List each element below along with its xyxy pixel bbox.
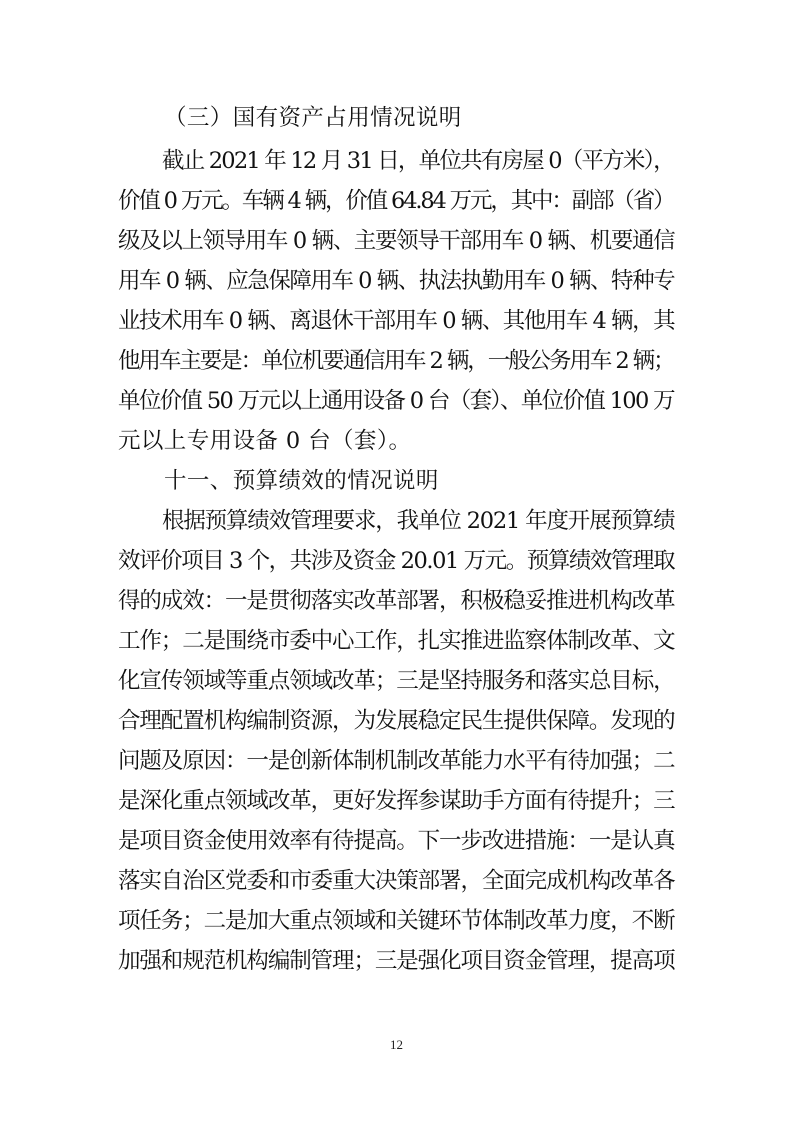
paragraph-line: 级及以上领导用车 0 辆、主要领导干部用车 0 辆、机要通信	[118, 228, 675, 254]
paragraph-line: 效评价项目 3 个，共涉及资金 20.01 万元。预算绩效管理取	[118, 548, 675, 574]
paragraph-line: 得的成效：一是贯彻落实改革部署，积极稳妥推进机构改革	[118, 588, 675, 614]
paragraph-line: 用车 0 辆、应急保障用车 0 辆、执法执勤用车 0 辆、特种专	[118, 268, 675, 294]
section-3-heading: （三）国有资产占用情况说明	[164, 105, 462, 131]
paragraph-line: 是深化重点领域改革，更好发挥参谋助手方面有待提升；三	[118, 788, 675, 814]
paragraph-line: 加强和规范机构编制管理；三是强化项目资金管理，提高项	[118, 948, 675, 974]
paragraph-line: 项任务；二是加大重点领域和关键环节体制改革力度，不断	[118, 908, 675, 934]
paragraph-line: 化宣传领域等重点领域改革；三是坚持服务和落实总目标，	[118, 668, 675, 694]
paragraph-line: 元以上专用设备 0 台（套）。	[118, 428, 412, 454]
paragraph-line: 截止 2021 年 12 月 31 日，单位共有房屋 0（平方米），	[162, 148, 674, 174]
paragraph-line: 根据预算绩效管理要求，我单位 2021 年度开展预算绩	[162, 508, 675, 534]
paragraph-line: 业技术用车 0 辆、离退休干部用车 0 辆、其他用车 4 辆，其	[118, 308, 675, 334]
paragraph-line: 价值 0 万元。车辆 4 辆，价值 64.84 万元，其中：副部（省）	[118, 188, 674, 214]
paragraph-line: 问题及原因：一是创新体制机制改革能力水平有待加强；二	[118, 748, 675, 774]
paragraph-line: 他用车主要是：单位机要通信用车 2 辆，一般公务用车 2 辆；	[118, 348, 674, 374]
paragraph-line: 落实自治区党委和市委重大决策部署，全面完成机构改革各	[118, 868, 675, 894]
section-11-heading: 十一、预算绩效的情况说明	[164, 468, 439, 494]
paragraph-line: 工作；二是围绕市委中心工作，扎实推进监察体制改革、文	[118, 628, 675, 654]
paragraph-line: 是项目资金使用效率有待提高。下一步改进措施：一是认真	[118, 828, 675, 854]
paragraph-line: 单位价值 50 万元以上通用设备 0 台（套）、单位价值 100 万	[118, 388, 674, 414]
paragraph-line: 合理配置机构编制资源，为发展稳定民生提供保障。发现的	[118, 708, 675, 734]
page-number: 12	[390, 1037, 403, 1052]
